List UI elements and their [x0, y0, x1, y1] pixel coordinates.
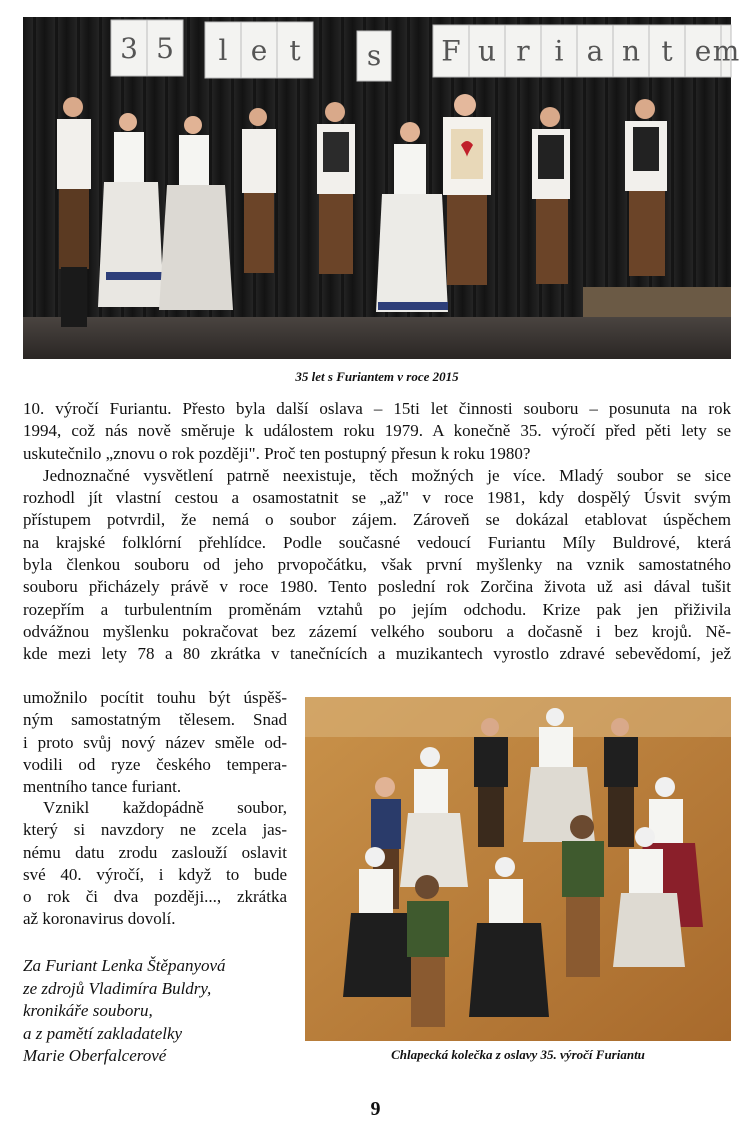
banner-letter: t — [661, 34, 673, 68]
signature-line: a z pamětí zakladatelky — [23, 1023, 183, 1043]
top-photo-caption: 35 let s Furiantem v roce 2015 — [295, 369, 459, 384]
banner-letter: F — [441, 34, 461, 68]
author-signature — [23, 955, 293, 1068]
banner-letter: t — [289, 34, 301, 68]
stage-photo-illustration — [23, 17, 740, 359]
stage-photo — [23, 17, 740, 359]
text-line: který si navzdory ne zcela jas- — [23, 820, 287, 840]
main-paragraph — [23, 398, 731, 666]
text-line: uskutečnilo „znovu o rok později". Proč ten postupný přesun k roku 1980? — [23, 443, 531, 463]
text-line: ným samostatným tělesem. Snad — [23, 710, 287, 730]
text-line: 1994, což nás nově směruje k událostem roku 1979. A konečně 35. výročí před pěti lety se — [23, 421, 731, 441]
signature-line: kronikáře souboru, — [23, 1001, 153, 1020]
signature-line: ze zdrojů Vladimíra Buldry, — [23, 978, 212, 998]
side-paragraph-2 — [23, 797, 287, 931]
signature-line: Za Furiant Lenka Štěpanyová — [23, 956, 226, 975]
text-line: své 40. výročí, i když to bude — [23, 864, 287, 884]
banner-letter: i — [554, 34, 564, 68]
banner-letter: e — [694, 34, 712, 68]
text-line: umožnilo pocítit touhu být úspěš- — [23, 688, 287, 707]
text-line: 10. výročí Furiantu. Přesto byla další oslava – 15ti let činnosti souboru – posunuta na rok — [23, 399, 731, 418]
banner-letter: m — [712, 34, 740, 68]
text-line: vodili od ryze českého tempera- — [23, 754, 287, 774]
text-line: i proto svůj nový název směle od- — [23, 732, 287, 752]
bottom-photo-caption: Chlapecká kolečka z oslavy 35. výročí Furiantu — [391, 1047, 645, 1062]
banner-letter: n — [621, 34, 641, 68]
signature-line: Marie Oberfalcerové — [23, 1046, 167, 1065]
text-line: Jednoznačné vysvětlení patrně neexistuje, těch možných je více. Mladý soubor se sice — [43, 465, 731, 485]
text-line: o rok či dva později..., zkrátka — [23, 887, 287, 907]
banner-letter: l — [218, 34, 228, 68]
text-line: rozepřím a turbulentním proměnám vztahů po jejím odchodu. Krize pak jen přiživila — [23, 599, 731, 619]
text-line: rozhodl jít vlastní cestou a osamostatnit se „až" v roce 1981, kdy dospělý Úsvit svým — [23, 488, 731, 508]
text-line: byla členkou souboru od jeho prvopočátku, však první myšlenky na vznik samostatného — [23, 555, 731, 575]
banner-letter: r — [516, 34, 530, 68]
text-line: na krajské folklórní přehlídce. Podle současné vedoucí Furiantu Míly Buldrové, která — [23, 532, 731, 552]
text-line: Vznikl každopádně soubor, — [43, 798, 287, 817]
text-line: souboru přicházely právě v roce 1980. Tento poslední rok Zorčina života už asi dával tušit — [23, 577, 731, 597]
dancers-photo — [305, 697, 731, 1041]
text-line: nému datu zrodu zaslouží oslavit — [23, 842, 287, 862]
text-line: odvážnou myšlenku pokračovat bez zázemí velkého souboru a dočasně i bez krojů. Ně- — [23, 621, 731, 641]
banner-letter: e — [250, 34, 268, 68]
page-number: 9 — [370, 1098, 381, 1120]
text-line: kde mezi lety 78 a 80 zkrátka v tanečnících a muzikantech vyrostlo zdravé sebevědomí, jež — [23, 644, 731, 664]
banner-letter: 3 — [120, 32, 138, 66]
banner-letter: 5 — [156, 32, 174, 66]
banner-letter: a — [586, 34, 604, 68]
dancers-photo-illustration — [305, 697, 731, 1041]
text-line: přístupem potvrdil, že nemá o soubor zájem. Zároveň se dokázal etablovat úspěchem — [23, 510, 731, 530]
text-line: mentního tance furiant. — [23, 777, 182, 797]
banner-letter: s — [366, 39, 382, 72]
text-line: až koronavirus dovolí. — [23, 909, 176, 929]
side-paragraph-1 — [23, 687, 287, 798]
banner-letter: u — [477, 34, 497, 68]
